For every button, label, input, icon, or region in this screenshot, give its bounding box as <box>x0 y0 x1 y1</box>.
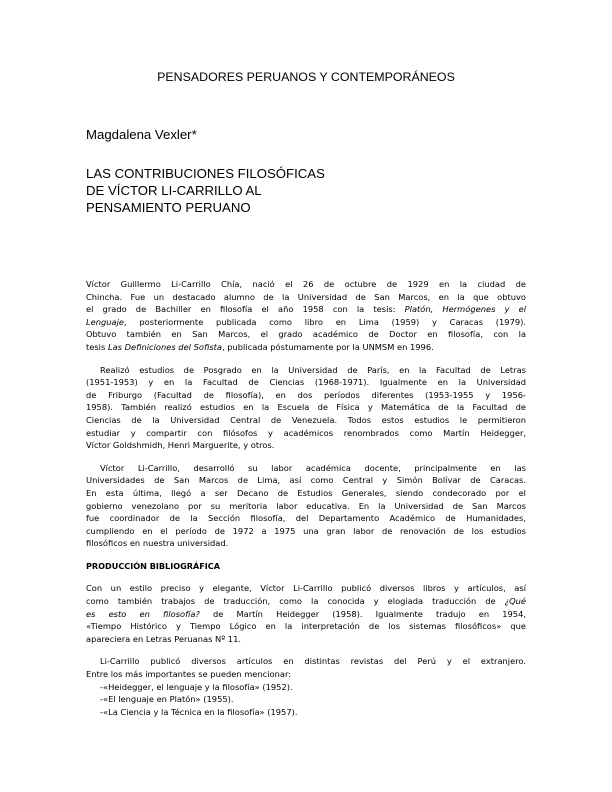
text-line <box>86 595 526 608</box>
text-line: apareciera en Letras Peruanas Nº 11. <box>86 633 241 644</box>
doctoral-thesis-title: Las Definiciones del Sofista <box>107 341 222 352</box>
text-line: Realizó estudios de Posgrado en la Universidad de París, en la Facultad de Letras <box>100 364 526 375</box>
paragraph-bibliography <box>86 582 526 645</box>
text-line: gobierno venezolano por su meritoria labor educativa. En la Universidad de San Marcos <box>86 500 526 511</box>
text-line: estudiar y compartir con filósofos y académicos renombrados como Martín Heidegger, <box>86 427 526 438</box>
text-line: (1951-1953) y en la Facultad de Ciencias (1968-1971). Igualmente en la Universidad <box>86 377 526 388</box>
text-line: En esta última, llegó a ser Decano de Estudios Generales, siendo condecorado por el <box>86 487 526 498</box>
list-item: -«El lenguaje en Platón» (1955). <box>100 694 234 705</box>
text-fragment: de Martín Heidegger (1958). Igualmente tradujo en 1954, <box>199 608 526 619</box>
section-heading: PRODUCCIÓN BIBLIOGRÁFICA <box>86 560 220 571</box>
title-line: DE VÍCTOR LI-CARRILLO AL <box>86 183 262 198</box>
article-body <box>86 278 526 728</box>
list-item: -«La Ciencia y la Técnica en la filosofía» (1957). <box>100 706 298 717</box>
text-line: Chincha. Fue un destacado alumno de la Universidad de San Marcos, en la que obtuvo <box>86 291 526 302</box>
text-line: «Tiempo Histórico y Tiempo Lógico en la interpretación de los sistemas filosóficos» que <box>86 621 526 632</box>
text-line <box>86 316 526 329</box>
text-line: Entre los más importantes se pueden mencionar: <box>86 669 291 680</box>
paragraph-teaching <box>86 462 526 550</box>
title-line: PENSAMIENTO PERUANO <box>86 200 251 215</box>
text-line: Víctor Goldshmidh, Henri Marguerite, y otros. <box>86 440 275 451</box>
text-fragment: , posteriormente publicada como libro en Lima (1959) y Caracas (1979). <box>124 316 526 327</box>
paragraph-postgraduate <box>86 364 526 452</box>
translation-title: es esto en filosofía? <box>86 608 200 619</box>
text-line: Universidades de San Marcos de Lima, así como Central y Simón Bolívar de Caracas. <box>86 475 526 486</box>
article-title <box>86 165 325 216</box>
text-line: 1958). También realizó estudios en la Escuela de Física y Matemática de la Facultad de <box>86 402 526 413</box>
text-line: Con un estilo preciso y elegante, Víctor Li-Carrillo publicó diversos libros y artículos, así <box>86 583 526 594</box>
thesis-title: Platón, Hermógenes y el <box>404 304 526 315</box>
text-fragment: el grado de Bachiller en filosofía el año 1958 con la tesis: <box>86 304 405 315</box>
thesis-title: Lenguaje <box>86 316 125 327</box>
paragraph-biography <box>86 278 526 354</box>
text-fragment: como también trabajos de traducción, como la conocida y elogiada traducción de <box>86 596 505 607</box>
text-line: Víctor Guillermo Li-Carrillo Chía, nació el 26 de octubre de 1929 en la ciudad de <box>86 279 526 289</box>
translation-title: ¿Qué <box>504 596 526 607</box>
title-line: LAS CONTRIBUCIONES FILOSÓFICAS <box>86 166 325 181</box>
list-item: -«Heidegger, el lenguaje y la filosofía» (1952). <box>100 681 293 692</box>
text-line: Obtuvo también en San Marcos, el grado académico de Doctor en filosofía, con la <box>86 329 526 340</box>
text-line <box>86 608 526 621</box>
text-line: Víctor Li-Carrillo, desarrolló su labor académica docente, principalmente en las <box>100 462 526 473</box>
text-line <box>86 303 526 316</box>
text-line: filosóficos en nuestra universidad. <box>86 538 229 549</box>
text-line: Li-Carrillo publicó diversos artículos en distintas revistas del Perú y el extranjero. <box>100 656 526 667</box>
page-header: PENSADORES PERUANOS Y CONTEMPORÁNEOS <box>157 70 455 84</box>
text-line: fue coordinador de la Sección filosofía, del Departamento Académico de Humanidades, <box>86 513 526 524</box>
text-line: de Friburgo (Facultad de filosofía), en dos períodos diferentes (1953-1955 y 1956- <box>86 389 526 400</box>
text-line <box>86 341 526 354</box>
text-line: Ciencias de la Universidad Central de Venezuela. Todos estos estudios le permitieron <box>86 414 526 425</box>
author-name: Magdalena Vexler* <box>86 127 197 142</box>
text-fragment: tesis <box>86 341 108 352</box>
text-fragment: , publicada póstumamente por la UNMSM en 1996. <box>221 341 434 352</box>
text-line: cumpliendo en el período de 1972 a 1975 una gran labor de renovación de los estudios <box>86 525 526 536</box>
paragraph-articles <box>86 655 526 718</box>
